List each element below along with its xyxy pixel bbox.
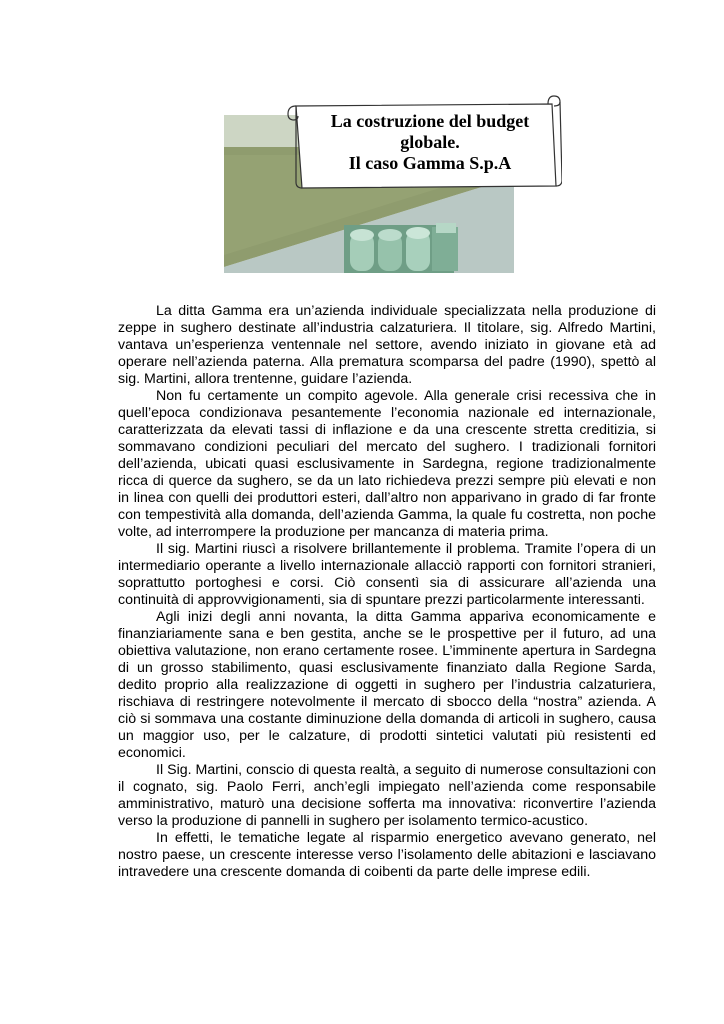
document-body: [118, 303, 656, 881]
paragraph-6: In effetti, le tematiche legate al risparmio energetico avevano generato, nel nostro paese, un crescente interesse verso l’isolamento delle abitazioni e lasciavano intravedere una crescente domanda di coibenti da parte delle imprese edili.: [118, 830, 656, 880]
title-line-3: Il caso Gamma S.p.A: [348, 153, 512, 173]
paragraph-3: Il sig. Martini riuscì a risolvere brillantemente il problema. Tramite l’opera di un intermediario operante a livello internazionale allacciò rapporti con fornitori stranieri, soprattutto portoghesi e corsi. Ciò consentì sia di assicurare all’azienda una continuità di approvvigionamenti, sia di spuntare prezzi particolarmente interessanti.: [118, 541, 656, 608]
paragraph-4: Agli inizi degli anni novanta, la ditta Gamma appariva economicamente e finanziariamente sana e ben gestita, anche se le prospettive per il futuro, ad una obiettiva valutazione, non erano certamente rosee. L’imminente apertura in Sardegna di un grosso stabilimento, quasi esclusivamente finanziato dalla Regione Sarda, dedito proprio alla realizzazione di oggetti in sughero per l’industria calzaturiera, rischiava di restringere notevolmente il mercato di sbocco della “nostra” azienda. A ciò si sommava una costante diminuzione della domanda di articoli in sughero, causa un maggior uso, per le calzature, di prodotti sintetici valutati più resistenti ed economici.: [118, 609, 656, 761]
title-line-2: globale.: [400, 132, 460, 152]
paragraph-5: Il Sig. Martini, conscio di questa realtà, a seguito di numerose consultazioni con il cognato, sig. Paolo Ferri, anch’egli impiegato nell’azienda come responsabile amministrativo, maturò una decisione sofferta ma innovativa: riconvertire l’azienda verso la produzione di pannelli in sughero per isolamento termico-acustico.: [118, 762, 656, 829]
title-line-1: La costruzione del budget: [330, 111, 530, 131]
page-title: [298, 111, 562, 174]
paragraph-1: La ditta Gamma era un’azienda individuale specializzata nella produzione di zeppe in sughero destinate all’industria calzaturiera. Il titolare, sig. Alfredo Martini, vantava un’esperienza ventennale nel settore, avendo iniziato in giovane età ad operare nell’azienda paterna. Alla prematura scomparsa del padre (1990), spettò al sig. Martini, allora trentenne, guidare l’azienda.: [118, 303, 656, 387]
title-scroll: [284, 94, 562, 194]
paragraph-2: Non fu certamente un compito agevole. Alla generale crisi recessiva che in quell’epoca condizionava pesantemente l’economia nazionale ed internazionale, caratterizzata da elevati tassi di inflazione e da una crescente stretta creditizia, si sommavano condizioni peculiari del mercato del sughero. I tradizionali fornitori dell’azienda, ubicati quasi esclusivamente in Sardegna, regione tradizionalmente ricca di querce da sughero, se da un lato richiedeva prezzi sempre più elevati e non in linea con quelli dei produttori esteri, dall’altro non apparivano in grado di far fronte con tempestività alla domanda, dell’azienda Gamma, la quale fu costretta, non poche volte, ad interrompere la produzione per mancanza di materia prima.: [118, 388, 656, 540]
